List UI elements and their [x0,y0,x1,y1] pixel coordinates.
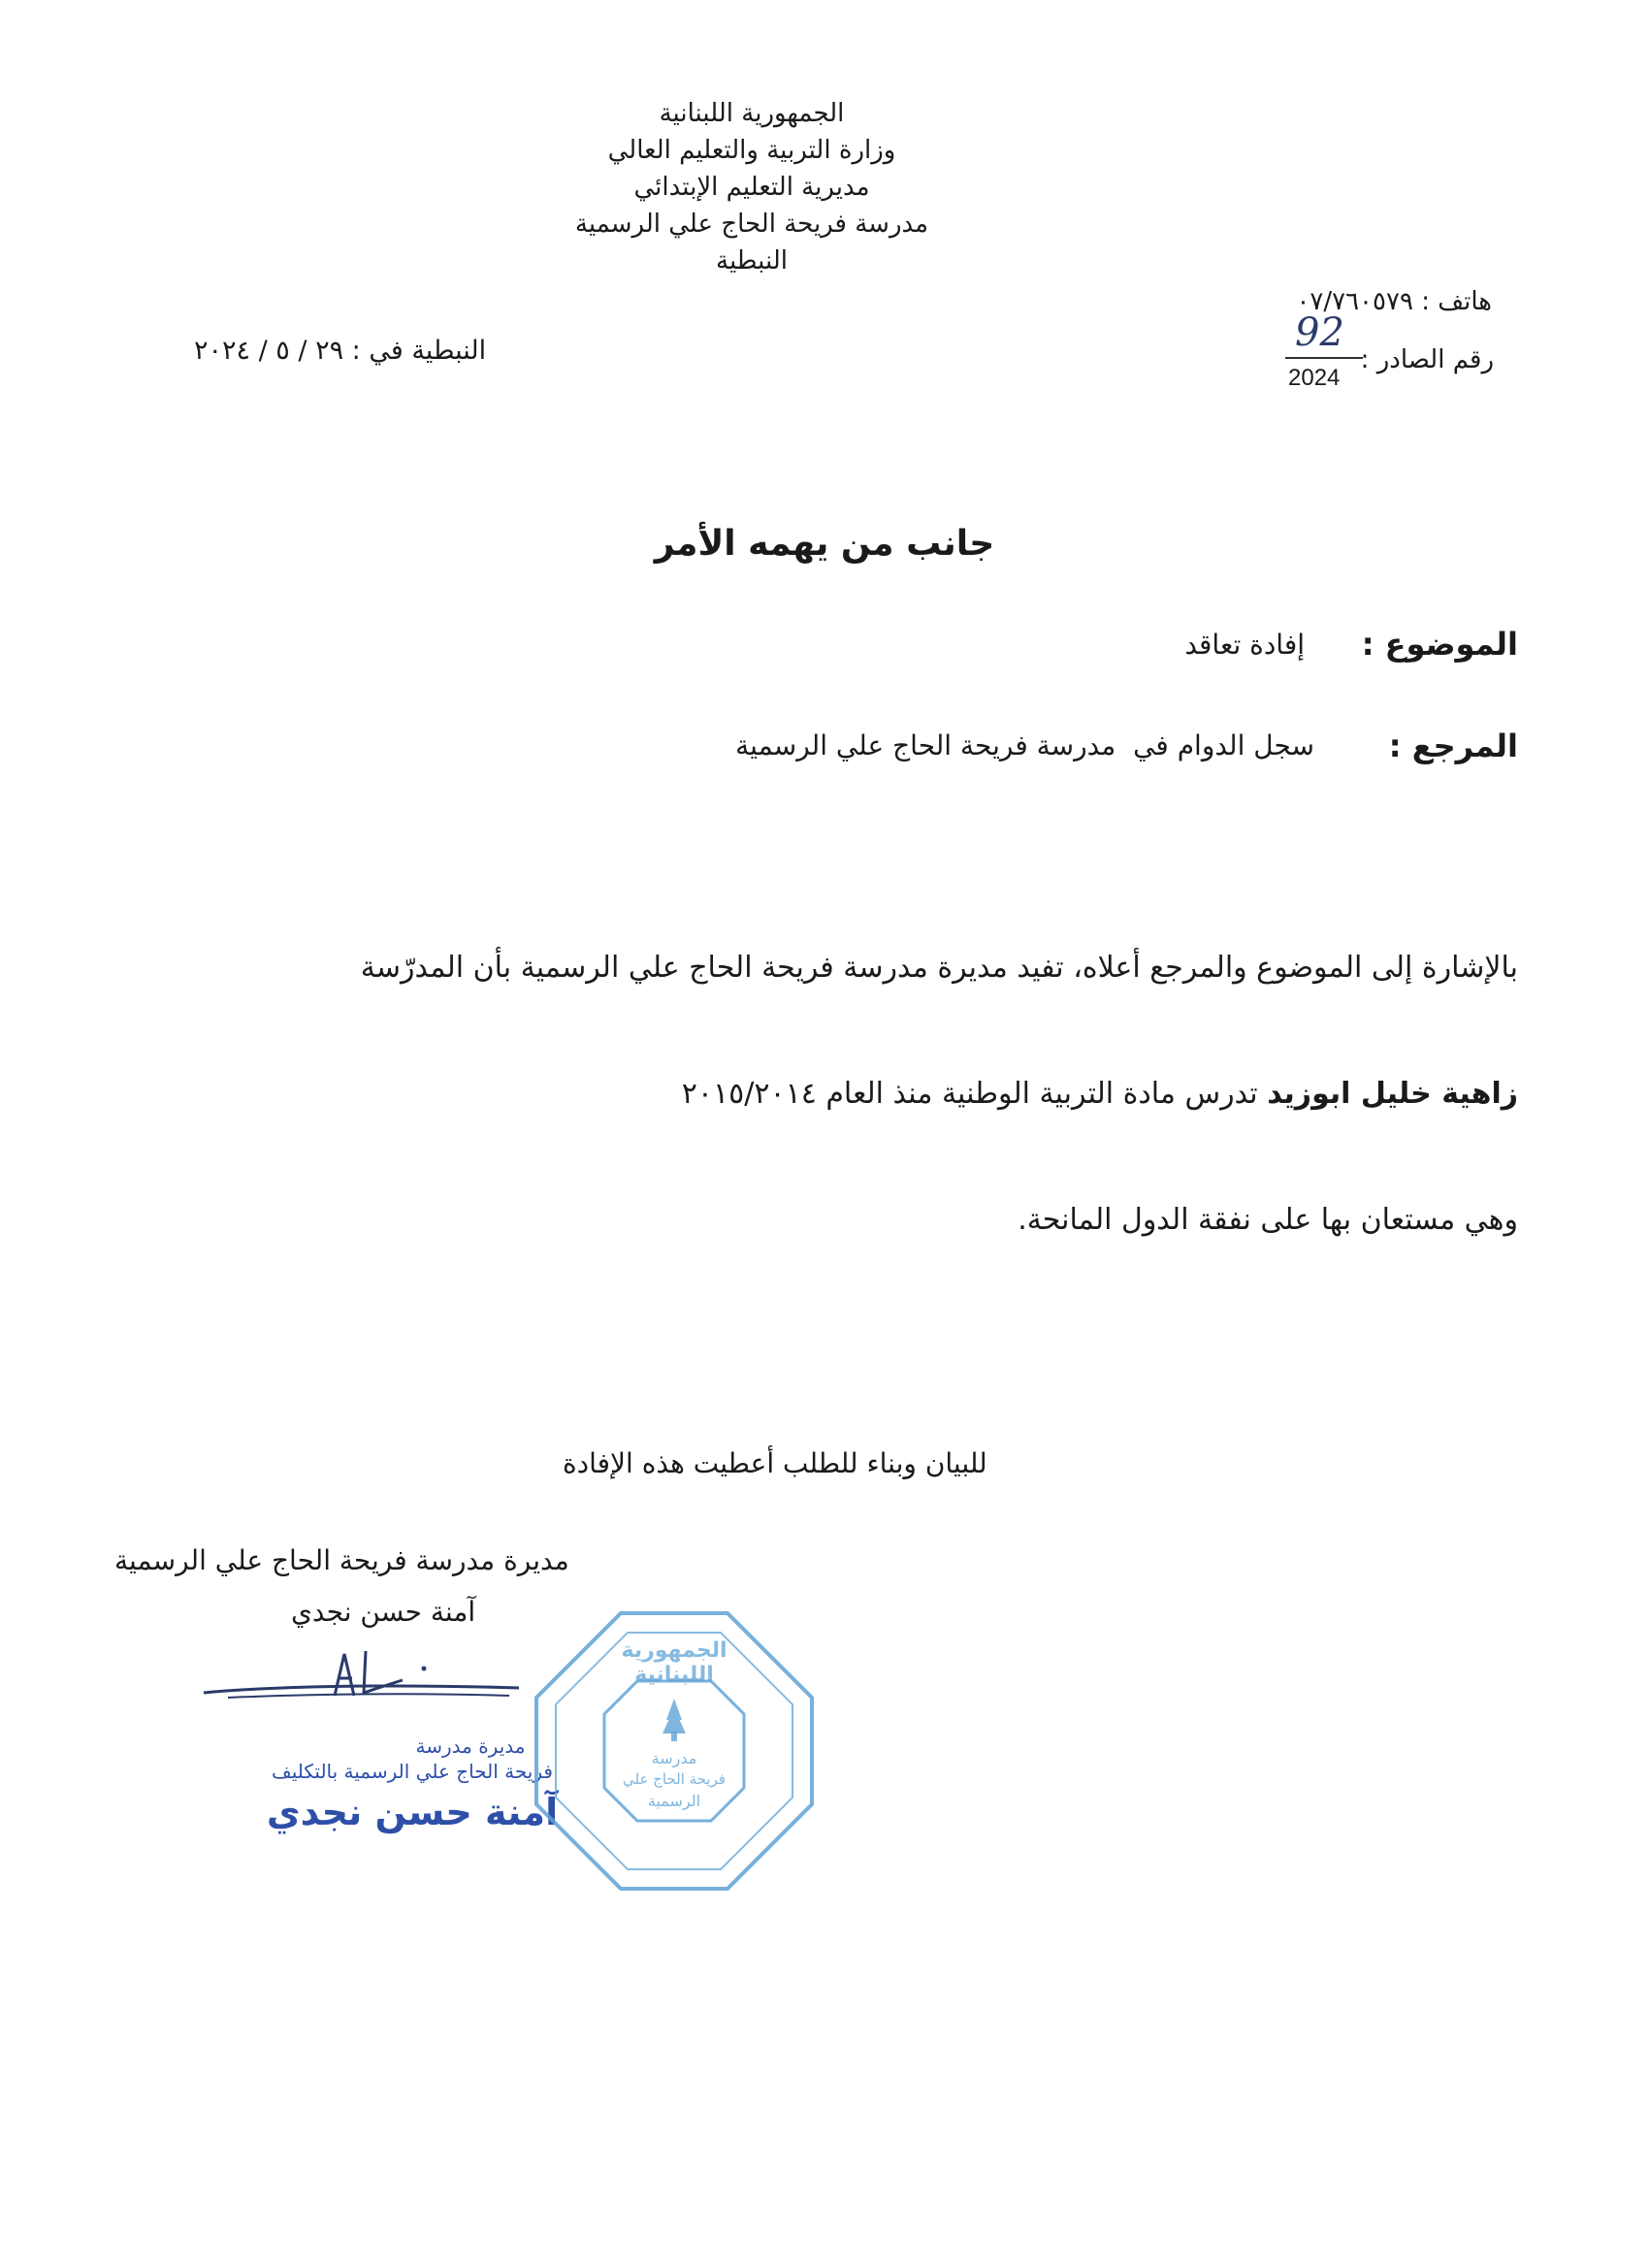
official-seal [529,1605,820,1896]
seal-inner-text-2: فريحة الحاج علي [623,1770,726,1788]
seal-outer-text: الجمهورية اللبنانية [621,1638,728,1687]
subject-value: إفادة تعاقد [1184,629,1305,661]
ref-year: 2024 [1288,365,1341,391]
body-paragraph-3: وهي مستعان بها على نفقة الدول المانحة. [1018,1203,1518,1237]
stamp-line-3: آمنة حسن نجدي [266,1791,559,1833]
letterhead [480,95,1023,279]
phone-number: ٠٧/٧٦٠٥٧٩ [1296,287,1413,316]
letterhead-line: الجمهورية اللبنانية [659,99,845,128]
body-paragraph-1: بالإشارة إلى الموضوع والمرجع أعلاه، تفيد مديرة مدرسة فريحة الحاج علي الرسمية بأن المدرّسة [360,951,1518,985]
closing-line: للبيان وبناء للطلب أعطيت هذه الإفادة [563,1447,987,1479]
letterhead-line: مدرسة فريحة الحاج علي الرسمية [574,210,929,239]
stamp-line-2: فريحة الحاج علي الرسمية بالتكليف [272,1760,553,1783]
reference-value: سجل الدوام في مدرسة فريحة الحاج علي الرسمية [735,729,1314,761]
body-paragraph-2-text: تدرس مادة التربية الوطنية منذ العام ٢٠١٥/٢٠١٤ [681,1077,1268,1111]
seal-inner-text-1: مدرسة [651,1749,697,1767]
date-line: النبطية في : ٢٩ / ٥ / ٢٠٢٤ [194,336,487,366]
body-paragraph-2 [682,1077,1518,1111]
ref-label: رقم الصادر : [1360,345,1494,374]
handwritten-signature [199,1639,529,1707]
seal-inner-text-3: الرسمية [647,1792,701,1810]
stamp-line-1: مديرة مدرسة [415,1734,526,1758]
letterhead-line: وزارة التربية والتعليم العالي [607,136,896,165]
letterhead-line: مديرية التعليم الإبتدائي [633,173,870,202]
ref-number: 92 [1295,310,1344,355]
teacher-name: زاهية خليل ابوزيد [1267,1077,1518,1111]
reference-label: المرجع : [1388,728,1518,764]
page-title: جانب من يهمه الأمر [654,524,995,564]
letterhead-line: النبطية [716,246,788,275]
phone-label: هاتف : [1421,287,1492,316]
ref-underline [1285,357,1363,359]
signature-title: مديرة مدرسة فريحة الحاج علي الرسمية [114,1544,569,1576]
signature-name: آمنة حسن نجدي [291,1596,476,1628]
subject-label: الموضوع : [1361,626,1518,663]
